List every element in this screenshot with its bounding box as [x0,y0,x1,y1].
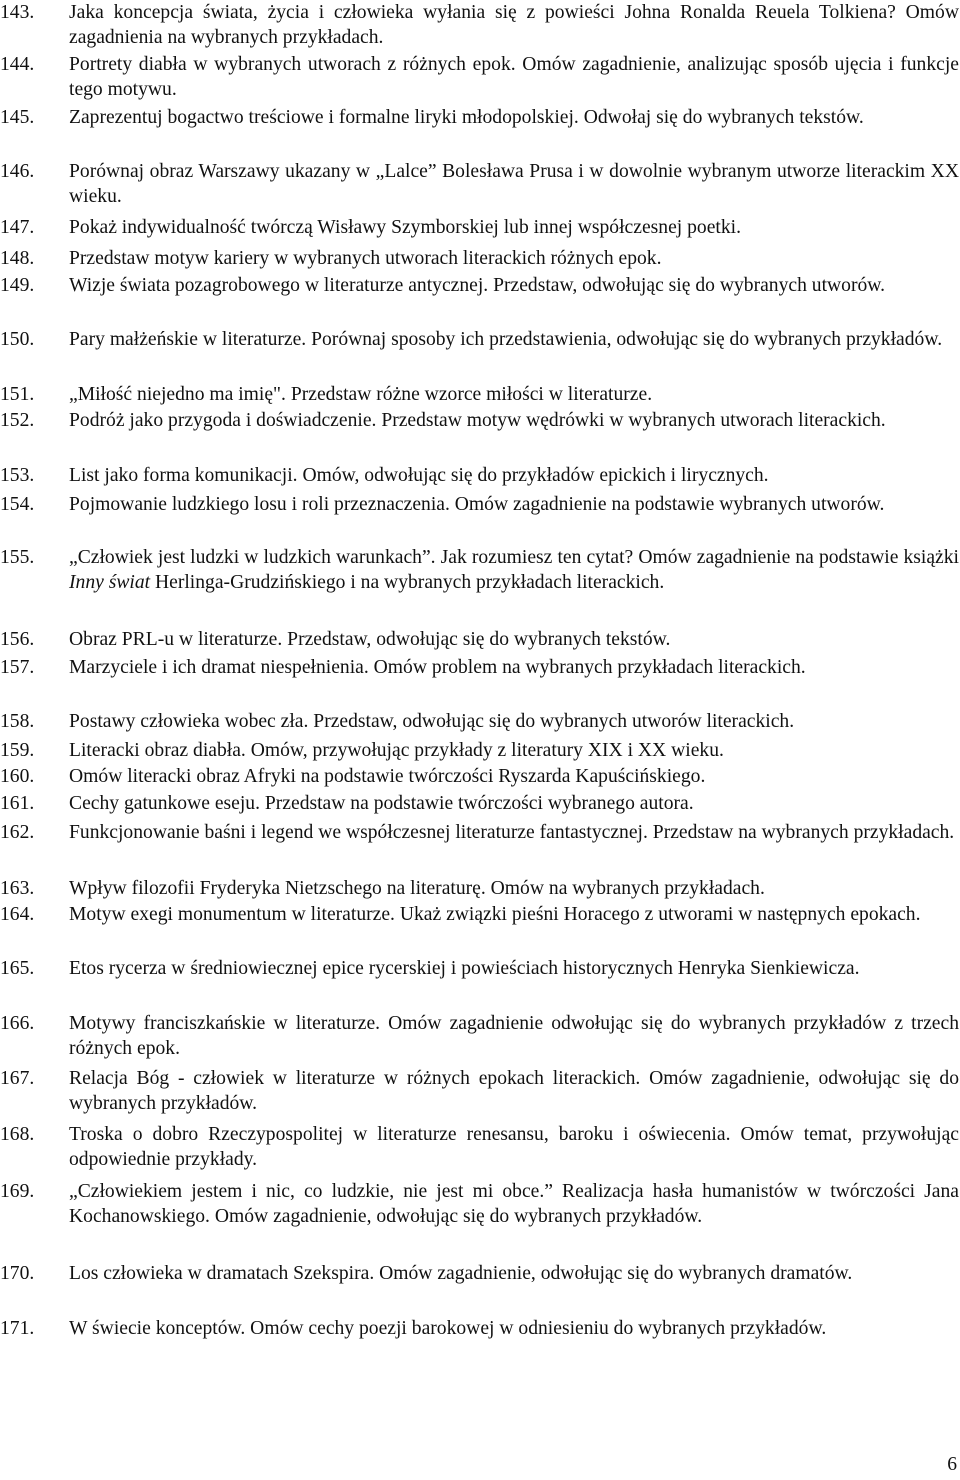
list-item [0,492,960,517]
text-segment: Porównaj obraz Warszawy ukazany w „Lalce” Bolesława Prusa i w dowolnie wybranym utworze literackim XX wieku. [69,161,959,207]
item-number: 146. [0,161,35,182]
text-segment: Motyw exegi monumentum w literaturze. Ukaż związki pieśni Horacego z utworami w następnych epokach. [69,904,921,925]
text-segment: Los człowieka w dramatach Szekspira. Omów zagadnienie, odwołując się do wybranych dramatów. [69,1263,853,1284]
list-item [0,382,960,407]
item-number: 170. [0,1263,35,1284]
item-text [69,273,959,298]
item-text [69,876,959,901]
list-item [0,159,960,209]
item-number: 147. [0,217,35,238]
item-number: 161. [0,793,35,814]
item-number: 169. [0,1181,35,1202]
text-segment: Podróż jako przygoda i doświadczenie. Przedstaw motyw wędrówki w wybranych utworach literackich. [69,410,886,431]
text-segment: Postawy człowieka wobec zła. Przedstaw, odwołując się do wybranych utworów literackich. [69,711,795,732]
item-number: 151. [0,384,35,405]
item-number: 164. [0,904,35,925]
list-item [0,1316,960,1341]
text-segment: Herlinga-Grudzińskiego i na wybranych przykładach literackich. [150,572,665,593]
text-segment: Funkcjonowanie baśni i legend we współczesnej literaturze fantastycznej. Przedstaw na wybranych przykładach. [69,822,955,843]
item-number: 158. [0,711,35,732]
text-segment: Przedstaw motyw kariery w wybranych utworach literackich różnych epok. [69,248,662,269]
item-number: 144. [0,54,35,75]
text-segment: Wpływ filozofii Fryderyka Nietzschego na literaturę. Omów na wybranych przykładach. [69,878,765,899]
item-number: 160. [0,766,35,787]
item-number: 163. [0,878,35,899]
item-text [69,1179,959,1229]
item-text [69,1011,959,1061]
list-item [0,327,960,352]
item-number: 149. [0,275,35,296]
item-text [69,709,959,734]
text-segment: Jaka koncepcja świata, życia i człowieka wyłania się z powieści Johna Ronalda Reuela Tolkiena? Omów zagadnienia na wybranych przykładach. [69,2,959,48]
text-segment: Wizje świata pozagrobowego w literaturze antycznej. Przedstaw, odwołując się do wybranych utworów. [69,275,886,296]
item-text [69,327,959,352]
item-number: 168. [0,1124,35,1145]
item-number: 150. [0,329,35,350]
item-number: 145. [0,107,35,128]
list-item [0,52,960,102]
text-segment: Obraz PRL-u w literaturze. Przedstaw, odwołując się do wybranych tekstów. [69,629,671,650]
item-number: 148. [0,248,35,269]
item-text [69,1261,959,1286]
text-segment: Marzyciele i ich dramat niespełnienia. Omów problem na wybranych przykładach literackich. [69,657,806,678]
item-number: 155. [0,547,35,568]
item-text [69,408,959,433]
item-number: 143. [0,2,35,23]
list-item [0,709,960,734]
list-item [0,463,960,488]
list-item [0,791,960,816]
item-number: 153. [0,465,35,486]
item-text [69,246,959,271]
item-text [69,545,959,595]
text-segment: Pojmowanie ludzkiego losu i roli przeznaczenia. Omów zagadnienie na podstawie wybranych utworów. [69,494,885,515]
item-number: 165. [0,958,35,979]
list-item [0,545,960,595]
list-item [0,876,960,901]
list-item [0,1011,960,1061]
list-item [0,902,960,927]
item-text [69,1122,959,1172]
item-text [69,902,959,927]
text-segment: Troska o dobro Rzeczypospolitej w literaturze renesansu, baroku i oświecenia. Omów temat, przywołując odpowiednie przykłady. [69,1124,959,1170]
text-segment: Omów literacki obraz Afryki na podstawie twórczości Ryszarda Kapuścińskiego. [69,766,706,787]
item-text [69,738,959,763]
item-text [69,492,959,517]
item-text [69,956,959,981]
text-segment: Literacki obraz diabła. Omów, przywołując przykłady z literatury XIX i XX wieku. [69,740,724,761]
list-item [0,764,960,789]
item-number: 156. [0,629,35,650]
list-item [0,105,960,130]
item-text [69,1066,959,1116]
text-segment: „Człowiekiem jestem i nic, co ludzkie, nie jest mi obce.” Realizacja hasła humanistów w twórczości Jana Kochanowskiego. Omów zagadnienie, odwołując się do wybranych przykładów. [69,1181,959,1227]
item-number: 159. [0,740,35,761]
text-segment: Cechy gatunkowe eseju. Przedstaw na podstawie twórczości wybranego autora. [69,793,694,814]
list-item [0,273,960,298]
item-number: 162. [0,822,35,843]
text-segment: Zaprezentuj bogactwo treściowe i formalne liryki młodopolskiej. Odwołaj się do wybranych tekstów. [69,107,864,128]
list-item [0,627,960,652]
text-segment: Portrety diabła w wybranych utworach z różnych epok. Omów zagadnienie, analizując sposób ujęcia i funkcje tego motywu. [69,54,959,100]
list-item [0,956,960,981]
item-number: 157. [0,657,35,678]
text-segment: Pokaż indywidualność twórczą Wisławy Szymborskiej lub innej współczesnej poetki. [69,217,741,238]
item-text [69,791,959,816]
list-item [0,655,960,680]
list-item [0,1261,960,1286]
list-item [0,215,960,240]
text-segment: Relacja Bóg - człowiek w literaturze w różnych epokach literackich. Omów zagadnienie, odwołując się do wybranych przykładów. [69,1068,959,1114]
text-segment: List jako forma komunikacji. Omów, odwołując się do przykładów epickich i lirycznych. [69,465,769,486]
list-item [0,738,960,763]
page-number: 6 [947,1454,957,1475]
text-segment: Motywy franciszkańskie w literaturze. Omów zagadnienie odwołując się do wybranych przykładów z trzech różnych epok. [69,1013,959,1059]
list-item [0,408,960,433]
item-number: 166. [0,1013,35,1034]
item-number: 167. [0,1068,35,1089]
list-item [0,0,960,50]
item-text [69,820,959,845]
text-segment: „Człowiek jest ludzki w ludzkich warunkach”. Jak rozumiesz ten cytat? Omów zagadnienie na podstawie książki [69,547,959,568]
item-text [69,215,959,240]
item-text [69,0,959,50]
text-segment: „Miłość niejedno ma imię". Przedstaw różne wzorce miłości w literaturze. [69,384,653,405]
item-text [69,52,959,102]
item-text [69,627,959,652]
book-title: Inny świat [69,572,151,593]
item-number: 171. [0,1318,35,1339]
item-text [69,105,959,130]
item-number: 152. [0,410,35,431]
list-item [0,1122,960,1172]
text-segment: Etos rycerza w średniowiecznej epice rycerskiej i powieściach historycznych Henryka Sienkiewicza. [69,958,860,979]
text-segment: Pary małżeńskie w literaturze. Porównaj sposoby ich przedstawienia, odwołując się do wybranych przykładów. [69,329,943,350]
item-text [69,463,959,488]
list-item [0,246,960,271]
item-text [69,655,959,680]
list-item [0,1179,960,1229]
item-text [69,159,959,209]
item-text [69,382,959,407]
item-text [69,764,959,789]
list-item [0,1066,960,1116]
item-text [69,1316,959,1341]
item-number: 154. [0,494,35,515]
text-segment: W świecie konceptów. Omów cechy poezji barokowej w odniesieniu do wybranych przykładów. [69,1318,827,1339]
list-item [0,820,960,845]
